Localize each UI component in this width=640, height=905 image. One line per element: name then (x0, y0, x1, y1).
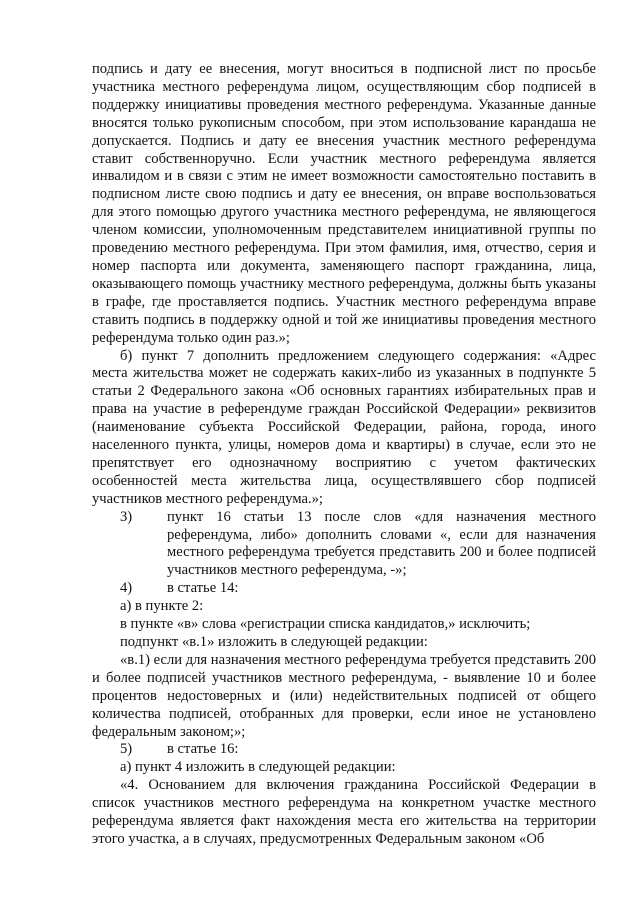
item-number: 5) (120, 741, 133, 758)
numbered-item-4 (92, 580, 596, 598)
paragraph-item-a-point-2: а) в пункте 2: (120, 598, 204, 615)
paragraph-point-v: в пункте «в» слова «регистрации списка кандидатов,» исключить; (120, 616, 531, 633)
paragraph-v1-text: «в.1) если для назначения местного референдума требуется представить 200 и более подписей участников местного референдума, - выявление 10 и более процентов недостоверных и (или) недействительных подписей от общего количества подписей, отобранных для проверки, если иное не установлено федеральным законом;»; (92, 651, 596, 740)
paragraph-point-4-text: «4. Основанием для включения гражданина Российской Федерации в список участников местного референдума на конкретном участке местного референдума является факт нахождения места его жительства на территории этого участка, а в случаях, предусмотренных Федеральным законом «Об (92, 777, 596, 847)
item-text: в статье 14: (167, 580, 239, 597)
numbered-item-3 (92, 509, 596, 581)
paragraph-item-a-point-4: а) пункт 4 изложить в следующей редакции: (120, 759, 396, 776)
item-number: 4) (120, 580, 133, 597)
item-text: в статье 16: (167, 741, 239, 758)
document-body (92, 61, 596, 849)
numbered-item-5 (92, 741, 596, 759)
paragraph-signature-rules: подпись и дату ее внесения, могут вноситься в подписной лист по просьбе участника местного референдума лицом, осуществляющим сбор подписей в поддержку инициативы проведения местного референдума. Указанные данные вносятся только рукописным способом, при этом использование карандаша не допускается. Подпись и дату ее внесения участник местного референдума ставит собственноручно. Если участник местного референдума является инвалидом и в связи с этим не имеет возможности самостоятельно поставить в подписном листе свою подпись и дату ее внесения, он вправе воспользоваться для этого помощью другого участника местного референдума, не являющегося членом комиссии, уполномоченным представителем инициативной группы по проведению местного референдума. При этом фамилия, имя, отчество, серия и номер паспорта или документа, заменяющего паспорт гражданина, лица, оказывающего помощь участнику местного референдума, должны быть указаны в графе, где проставляется подпись. Участник местного референдума вправе ставить подпись в поддержку одной и той же инициативы проведения местного референдума только один раз.»; (92, 61, 596, 346)
paragraph-item-b-point-7: б) пункт 7 дополнить предложением следующего содержания: «Адрес места жительства может не содержать каких-либо из указанных в подпункте 5 статьи 2 Федерального закона «Об основных гарантиях избирательных прав и права на участие в референдуме граждан Российской Федерации» реквизитов (наименование субъекта Российской Федерации, района, города, иного населенного пункта, улицы, номеров дома и квартиры) в случае, если это не препятствует его однозначному восприятию с учетом фактических особенностей места жительства лица, осуществлявшего сбор подписей участников местного референдума.»; (92, 347, 596, 507)
item-text: пункт 16 статьи 13 после слов «для назначения местного референдума, либо» дополнить словами «, если для назначения местного референдума требуется представить 200 и более подписей участников местного референдума, -»; (167, 508, 596, 579)
item-number: 3) (120, 508, 133, 525)
paragraph-subpoint-v1: подпункт «в.1» изложить в следующей редакции: (120, 634, 428, 650)
